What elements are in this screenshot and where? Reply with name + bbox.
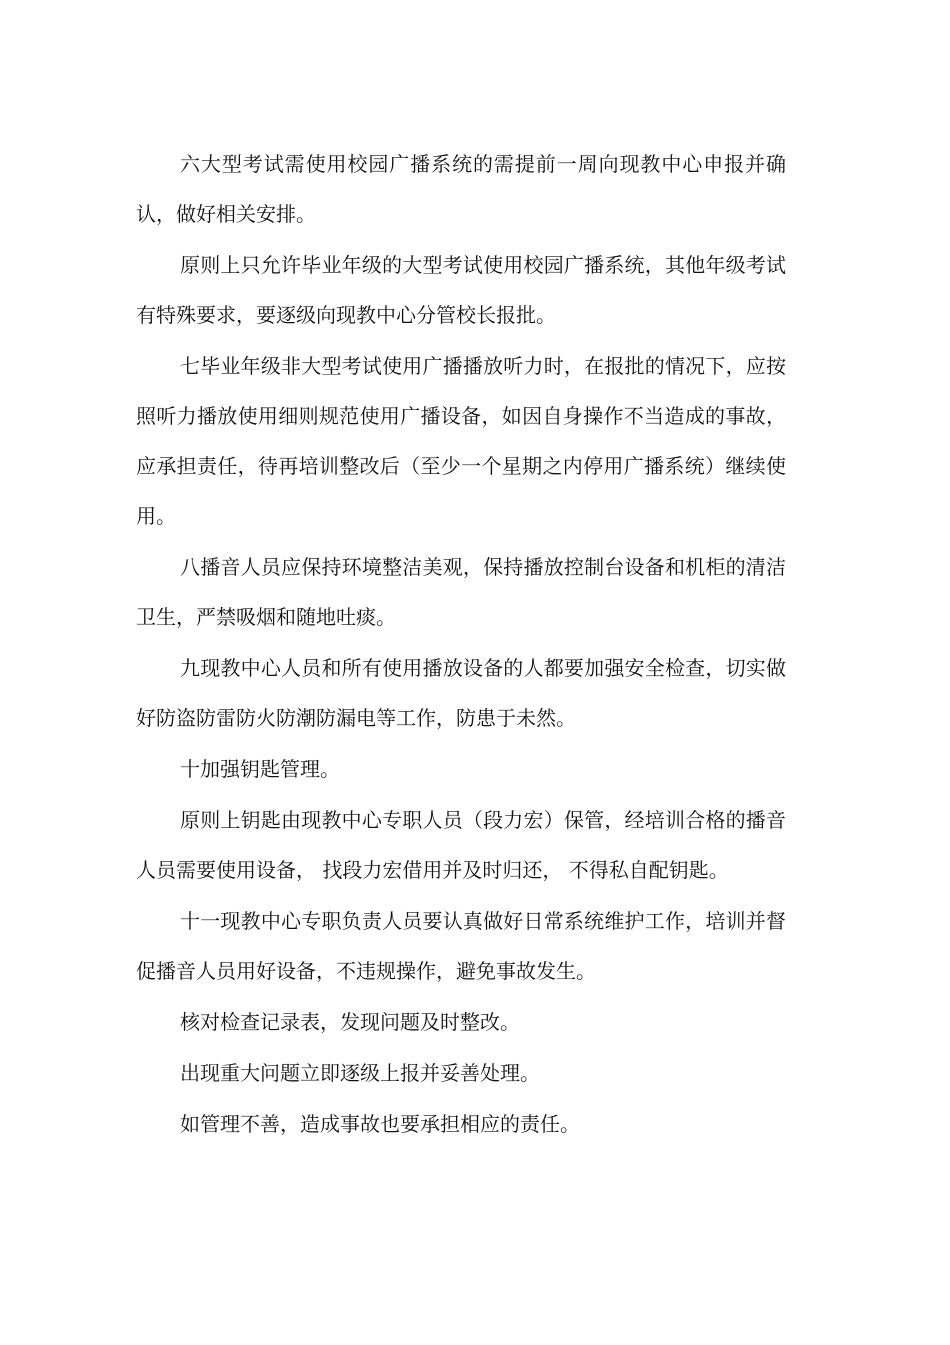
paragraph-report-major-issues: 出现重大问题立即逐级上报并妥善处理。: [180, 1061, 540, 1085]
paragraph-responsibility: 如管理不善，造成事故也要承担相应的责任。: [180, 1112, 580, 1136]
paragraph-key-custody: 原则上钥匙由现教中心专职人员（段力宏）保管，经培训合格的播音人员需要使用设备， 找段力宏借用并及时归还， 不得私自配钥匙。: [136, 808, 786, 882]
document-body: [136, 139, 786, 1150]
paragraph-exam-broadcast-application: 六大型考试需使用校园广播系统的需提前一周向现教中心申报并确认，做好相关安排。: [136, 152, 786, 226]
paragraph-listening-playback: 七毕业年级非大型考试使用广播播放听力时，在报批的情况下，应按照听力播放使用细则规范使用广播设备，如因自身操作不当造成的事故，应承担责任，待再培训整改后（至少一个星期之内停用广播系统）继续使用。: [136, 354, 786, 528]
paragraph-system-maintenance: 十一现教中心专职负责人员要认真做好日常系统维护工作，培训并督促播音人员用好设备，不违规操作，避免事故发生。: [136, 909, 786, 983]
paragraph-graduating-grade-rule: 原则上只允许毕业年级的大型考试使用校园广播系统，其他年级考试有特殊要求，要逐级向现教中心分管校长报批。: [136, 253, 786, 327]
paragraph-key-management-heading: 十加强钥匙管理。: [180, 757, 340, 781]
paragraph-environment-cleanliness: 八播音人员应保持环境整洁美观，保持播放控制台设备和机柜的清洁卫生，严禁吸烟和随地吐痰。: [136, 555, 786, 629]
paragraph-safety-inspection: 九现教中心人员和所有使用播放设备的人都要加强安全检查，切实做好防盗防雷防火防潮防漏电等工作，防患于未然。: [136, 656, 786, 730]
paragraph-check-records: 核对检查记录表，发现问题及时整改。: [180, 1010, 520, 1034]
